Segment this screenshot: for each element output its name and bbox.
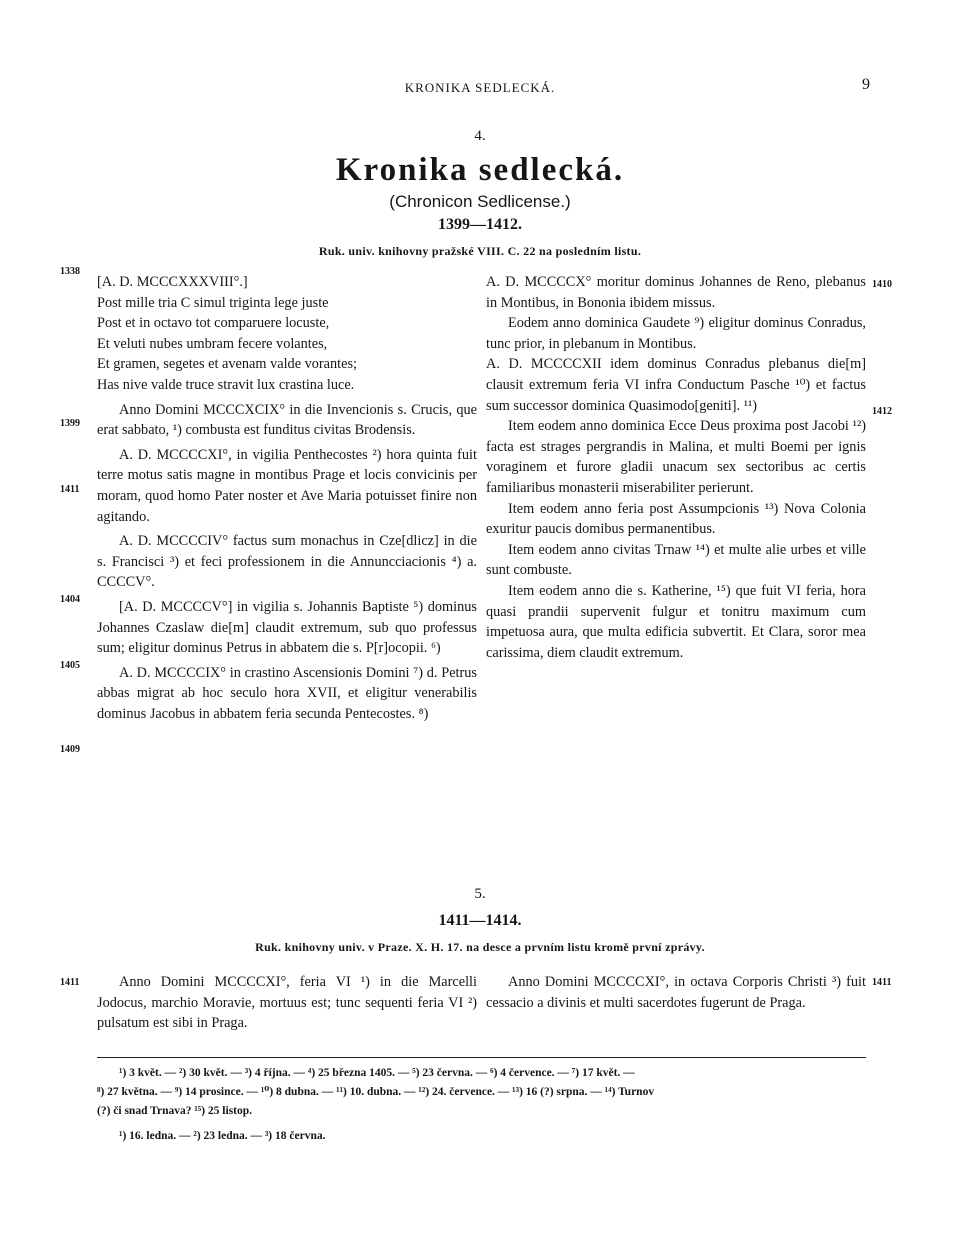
- entry-paragraph: Item eodem anno feria post Assumpcionis ¹³) Nova Colonia exuritur paucis domibus permanentibus.: [486, 500, 866, 538]
- right-column: [486, 272, 866, 663]
- margin-year: 1411: [60, 484, 80, 495]
- margin-year: 1411: [872, 977, 892, 988]
- entry-paragraph: [A. D. MCCCCV°] in vigilia s. Johannis Baptiste ⁵) dominus Johannes Czaslaw die[m] claudit extremum, sub quo professus sum; eligitur dominus Petrus in abbatem die s. P[r]ocopii. ⁶): [97, 598, 477, 657]
- footnote-line: ¹) 16. ledna. — ²) 23 ledna. — ³) 18 června.: [119, 1130, 326, 1142]
- page-number: 9: [862, 76, 870, 93]
- section-number: 4.: [474, 128, 486, 144]
- verse-line: Has nive valde truce stravit lux crastina luce.: [97, 376, 355, 393]
- entry-paragraph: A. D. MCCCCXII idem dominus Conradus plebanus die[m] clausit extremum feria VI infra Conductum Pasche ¹⁰) et factus sum successor dominica Quasimodo[geniti]. ¹¹): [486, 356, 866, 414]
- margin-year: 1404: [60, 594, 80, 605]
- footnote-line: ¹) 3 květ. — ²) 30 květ. — ³) 4 října. — ⁴) 25 března 1405. — ⁵) 23 června. — ⁶) 4 července. — ⁷) 17 květ. —: [119, 1067, 635, 1079]
- entry-paragraph: Item eodem anno civitas Trnaw ¹⁴) et multe alie urbes et ville sunt combuste.: [486, 541, 866, 579]
- entry-paragraph: Item eodem anno die s. Katherine, ¹⁵) que fuit VI feria, hora quasi prandii supervenit fulgur et tonitru maximum cum impetuosa aura, que multa edificia subvertit. Et Clara, soror mea carissima, diem claudit extremum.: [486, 582, 866, 661]
- year-range: 1399—1412.: [438, 216, 522, 233]
- entry-paragraph: A. D. MCCCCX° moritur dominus Johannes de Reno, plebanus in Montibus, in Bononia ibidem missus.: [486, 274, 866, 311]
- manuscript-source: Ruk. univ. knihovny pražské VIII. C. 22 na posledním listu.: [318, 244, 642, 258]
- footnotes-section-4: [97, 1064, 877, 1146]
- margin-year: 1412: [872, 406, 892, 417]
- entry-paragraph: A. D. MCCCCIX° in crastino Ascensionis Domini ⁷) d. Petrus abbas migrat ab hoc seculo hora XVII, et eligitur venerabilis dominus Jacobus in abbatem feria secunda Pentecostes. ⁸): [97, 664, 477, 722]
- margin-year: 1411: [60, 977, 80, 988]
- year-range: 1411—1414.: [438, 912, 522, 929]
- left-column: [97, 272, 477, 724]
- section-number: 5.: [474, 886, 486, 902]
- margin-year: 1338: [60, 266, 80, 277]
- left-column: [97, 972, 477, 1034]
- margin-year: 1410: [872, 279, 892, 290]
- footnote-line: (?) či snad Trnava? ¹⁵) 25 listop.: [97, 1105, 253, 1117]
- entry-paragraph: A. D. MCCCCXI°, in vigilia Penthecostes ²) hora quinta fuit terre motus satis magne in montibus Prage et locis convicinis per moram, quod homo Pater noster et Ave Maria potuisset finire non agitando.: [97, 446, 477, 525]
- margin-year: 1405: [60, 660, 80, 671]
- manuscript-source: Ruk. knihovny univ. v Praze. X. H. 17. na desce a prvním listu kromě první zprávy.: [255, 940, 705, 954]
- entry-paragraph: Item eodem anno dominica Ecce Deus proxima post Jacobi ¹²) facta est strages pergrandis in Malina, et multi Boemi per ignis voraginem et furore gladii unacum sex sectoribus ac certis familiaribus monasterii miserabiliter perierunt.: [486, 418, 866, 496]
- entry-paragraph: Anno Domini MCCCCXI°, in octava Corporis Christi ³) fuit cessacio a divinis et multi sacerdotes fugerunt de Praga.: [486, 974, 866, 1011]
- margin-year: 1409: [60, 744, 80, 755]
- chronicle-title: Kronika sedlecká.: [335, 152, 625, 188]
- verse-line: Et veluti nubes umbram fecere volantes,: [97, 335, 328, 352]
- footnote-rule: [97, 1057, 866, 1058]
- margin-year: 1399: [60, 418, 80, 429]
- verse-line: Post et in octavo tot comparuere locuste,: [97, 315, 330, 332]
- verse-heading: [A. D. MCCCXXXVIII°.]: [97, 274, 248, 290]
- verse-line: Et gramen, segetes et avenam valde vorantes;: [97, 356, 358, 373]
- running-head: KRONIKA SEDLECKÁ.: [404, 80, 556, 95]
- footnote-line: ⁸) 27 května. — ⁹) 14 prosince. — ¹⁰) 8 dubna. — ¹¹) 10. dubna. — ¹²) 24. července. — ¹³) 16 (?) srpna. — ¹⁴) Turnov: [97, 1086, 655, 1098]
- entry-paragraph: Anno Domini MCCCCXI°, feria VI ¹) in die Marcelli Jodocus, marchio Moravie, mortuus est; tunc sequenti feria VI ²) pulsatum est sibi in Praga.: [97, 974, 477, 1032]
- verse-line: Post mille tria C simul triginta lege juste: [97, 294, 329, 311]
- right-column: [486, 972, 866, 1013]
- entry-paragraph: A. D. MCCCCIV° factus sum monachus in Cze[dlicz] in die s. Francisci ³) et feci professionem in die Annuncciacionis ⁴) a. CCCCV°.: [97, 533, 477, 591]
- entry-paragraph: Anno Domini MCCCXCIX° in die Invencionis s. Crucis, que erat sabbato, ¹) combusta est funditus civitas Brodensis.: [97, 401, 477, 439]
- chronicle-subtitle: (Chronicon Sedlicense.): [389, 192, 571, 211]
- entry-paragraph: Eodem anno dominica Gaudete ⁹) eligitur dominus Conradus, tunc prior, in plebanum in Montibus.: [486, 315, 866, 352]
